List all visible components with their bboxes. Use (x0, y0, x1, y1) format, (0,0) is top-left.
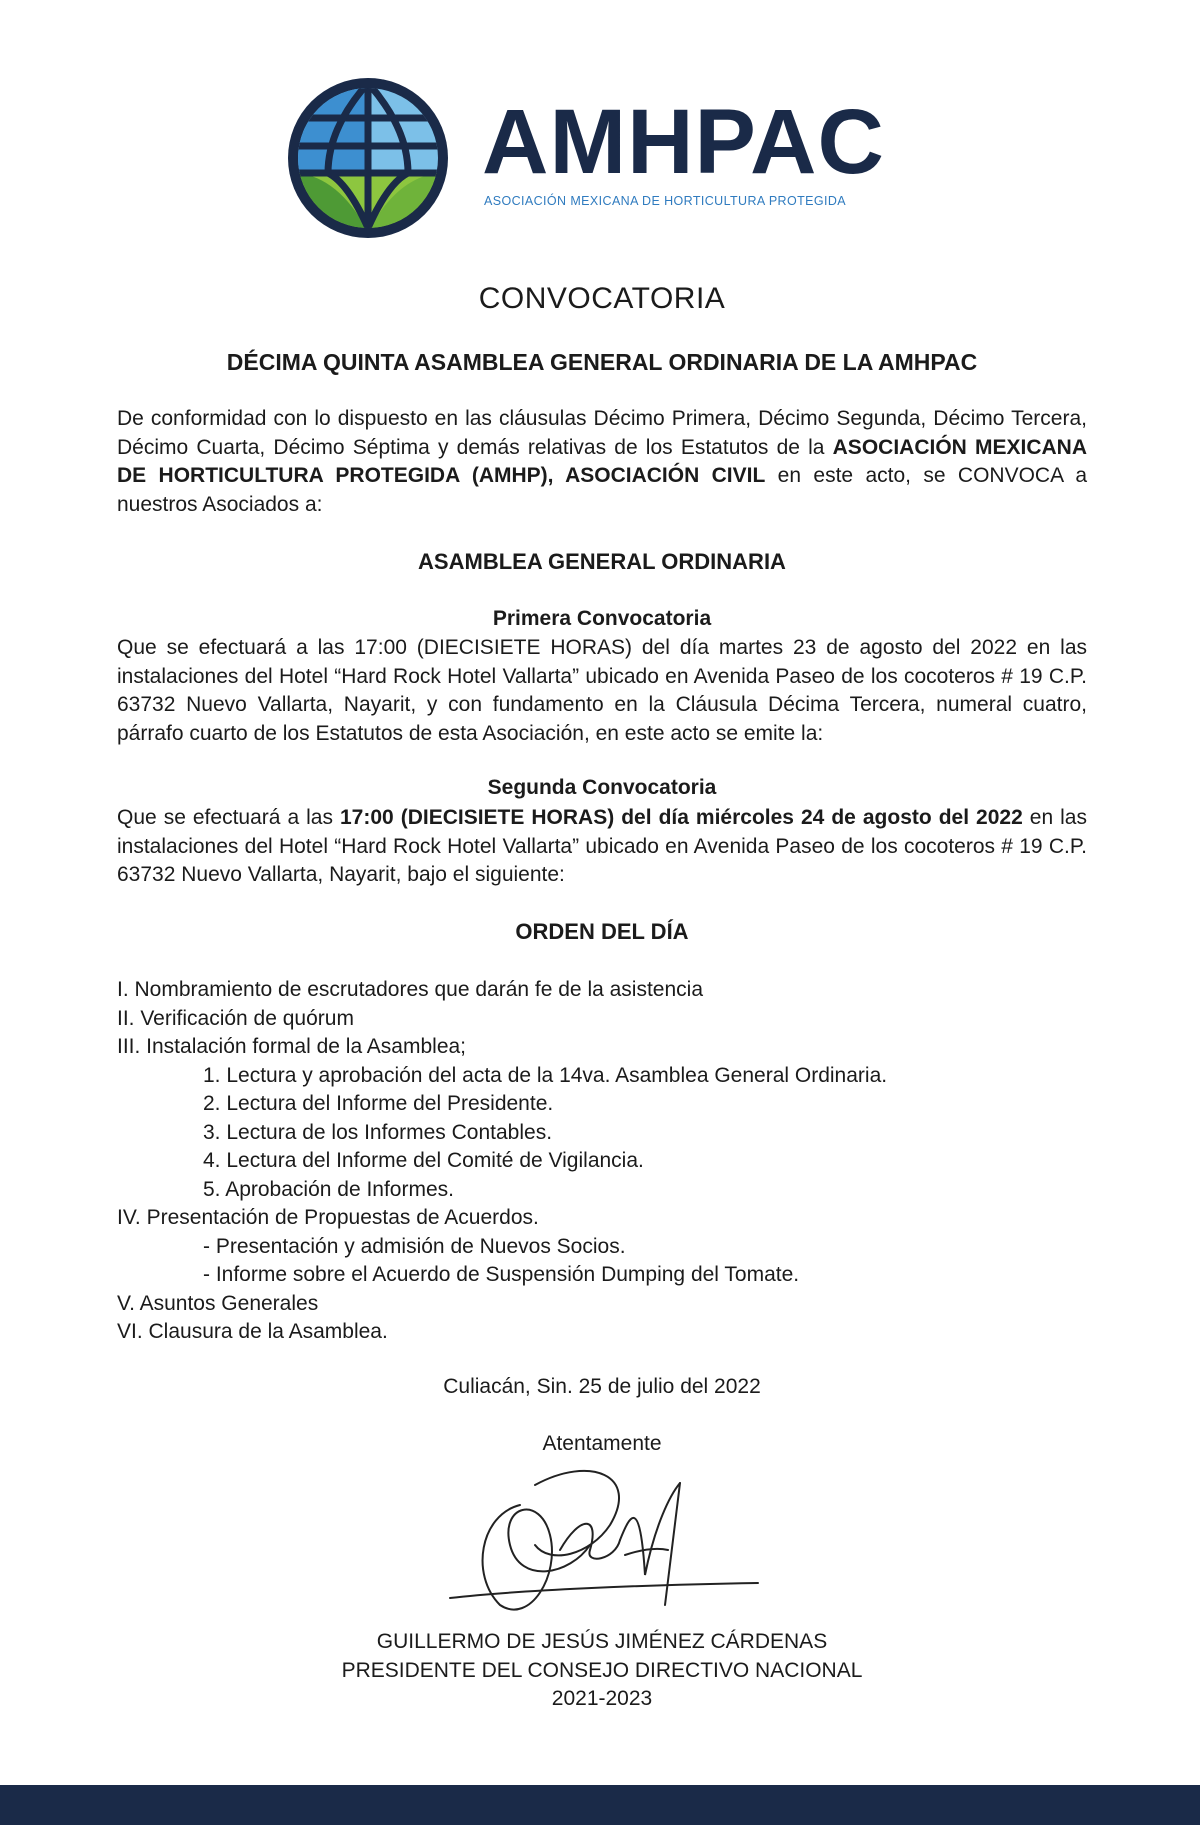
globe-leaves-icon (288, 78, 448, 238)
agenda (117, 976, 1087, 1347)
agenda-subitem: 5. Aprobación de Informes. (203, 1177, 454, 1201)
segunda-text-2: en las instalaciones del Hotel “Hard Rock Hotel Vallarta” ubicado en Avenida Paseo de los cocoteros # 19 C.P. 63732 Nuevo Vallarta, Nayarit, bajo el siguiente: (117, 806, 1087, 886)
segunda-text-1: Que se efectuará a las (117, 806, 340, 829)
signature (440, 1455, 770, 1625)
agenda-subitem: - Informe sobre el Acuerdo de Suspensión Dumping del Tomate. (203, 1263, 800, 1286)
signatory (117, 1628, 1087, 1714)
document-title: DÉCIMA QUINTA ASAMBLEA GENERAL ORDINARIA DE LA AMHPAC (226, 349, 978, 375)
agenda-subitem: 2. Lectura del Informe del Presidente. (203, 1092, 554, 1115)
agenda-item: IV. Presentación de Propuestas de Acuerdos. (117, 1206, 539, 1229)
signatory-name: GUILLERMO DE JESÚS JIMÉNEZ CÁRDENAS (376, 1630, 828, 1653)
agenda-item: II. Verificación de quórum (117, 1006, 354, 1030)
segunda-convocatoria-text (117, 804, 1087, 890)
agenda-item: III. Instalación formal de la Asamblea; (117, 1035, 467, 1058)
signatory-period: 2021-2023 (551, 1687, 653, 1710)
agenda-item: I. Nombramiento de escrutadores que darán fe de la asistencia (117, 978, 704, 1001)
agenda-subitem: 1. Lectura y aprobación del acta de la 14va. Asamblea General Ordinaria. (203, 1063, 888, 1087)
orden-del-dia-heading: ORDEN DEL DÍA (515, 919, 689, 944)
intro-paragraph (117, 405, 1087, 519)
primera-convocatoria-heading: Primera Convocatoria (492, 607, 712, 630)
amhpac-logo (288, 78, 888, 238)
agenda-subitem: - Presentación y admisión de Nuevos Socios. (203, 1234, 626, 1258)
footer-bar (0, 1785, 1200, 1825)
segunda-datetime: 17:00 (DIECISIETE HORAS) del día miércoles 24 de agosto del 2022 (339, 806, 1023, 829)
intro-association-name: ASOCIACIÓN MEXICANA DE HORTICULTURA PROTEGIDA (AMHP), ASOCIACIÓN CIVIL (117, 435, 1087, 487)
intro-text-1: De conformidad con lo dispuesto en las cláusulas Décimo Primera, Décimo Segunda, Décimo Tercera, Décimo Cuarta, Décimo Séptima y demás relativas de los Estatutos de la (117, 407, 1087, 459)
agenda-item: VI. Clausura de la Asamblea. (117, 1320, 388, 1343)
agenda-subitem: 3. Lectura de los Informes Contables. (203, 1120, 553, 1144)
primera-convocatoria-text: Que se efectuará a las 17:00 (DIECISIETE HORAS) del día martes 23 de agosto del 2022 en las instalaciones del Hotel “Hard Rock Hotel Vallarta” ubicado en Avenida Paseo de los cocoteros # 19 C.P. 63732 Nuevo Vallarta, Nayarit, y con fundamento en la Cláusula Décima Tercera, numeral cuatro, párrafo cuarto de los Estatutos de esta Asociación, en este acto se emite la: (117, 636, 1087, 745)
assembly-heading: ASAMBLEA GENERAL ORDINARIA (418, 549, 786, 574)
regards: Atentamente (542, 1432, 662, 1455)
agenda-subitem: 4. Lectura del Informe del Comité de Vigilancia. (203, 1149, 644, 1172)
signatory-position: PRESIDENTE DEL CONSEJO DIRECTIVO NACIONAL (341, 1658, 863, 1682)
intro-text-2: en este acto, se CONVOCA a nuestros Asociados a: (117, 464, 1087, 516)
segunda-convocatoria-heading: Segunda Convocatoria (487, 776, 717, 799)
convocatoria-heading: CONVOCATORIA (478, 282, 726, 315)
place-date: Culiacán, Sin. 25 de julio del 2022 (443, 1375, 761, 1398)
brand-tagline: ASOCIACIÓN MEXICANA DE HORTICULTURA PROTEGIDA (484, 194, 847, 208)
agenda-item: V. Asuntos Generales (117, 1291, 319, 1315)
brand-name: AMHPAC (482, 91, 885, 193)
